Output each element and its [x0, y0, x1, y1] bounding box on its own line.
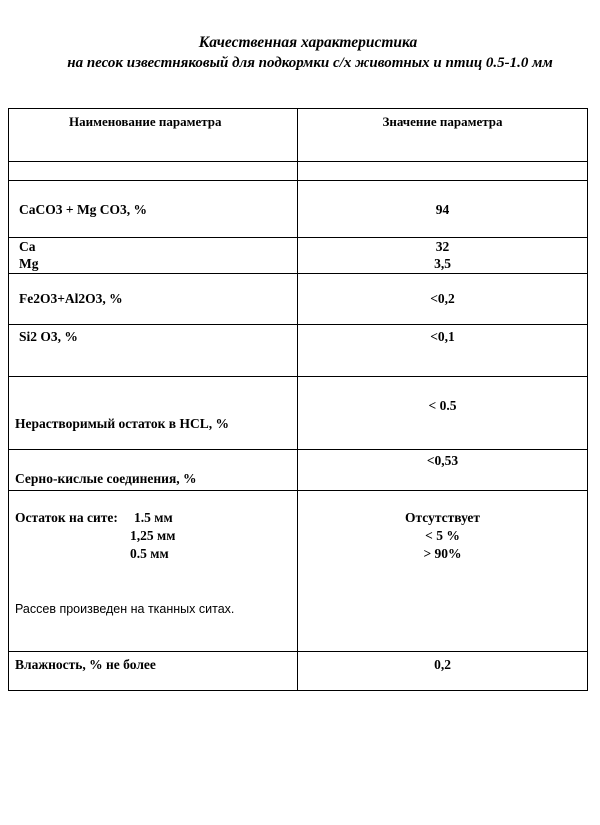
param-hcl: Нерастворимый остаток в HCL, % [15, 416, 229, 431]
value-si: <0,1 [430, 329, 455, 344]
header-value: Значение параметра [382, 114, 503, 129]
param-mg: Mg [19, 256, 39, 271]
param-sieve-3: 0.5 мм [130, 546, 169, 561]
table-row [9, 652, 588, 691]
value-sieve-3: > 90% [423, 546, 462, 561]
value-sulf: <0,53 [426, 453, 459, 468]
param-sulf: Серно-кислые соединения, % [15, 471, 197, 486]
param-ca: Ca [19, 239, 36, 254]
document-title: Качественная характеристика [198, 34, 418, 51]
value-fe: <0,2 [430, 291, 455, 306]
table-row-empty [9, 162, 588, 181]
table-header-row [9, 109, 588, 162]
value-mg: 3,5 [434, 256, 451, 271]
table-row [9, 491, 588, 652]
param-si: Si2 O3, % [19, 329, 78, 344]
param-fe: Fe2O3+Al2O3, % [19, 291, 123, 306]
value-hcl: < 0.5 [428, 398, 457, 413]
param-moist: Влажность, % не более [15, 657, 156, 672]
parameters-table [8, 108, 588, 691]
table-row [9, 325, 588, 377]
table-row [9, 377, 588, 450]
param-sieve-1: 1.5 мм [134, 510, 173, 525]
param-caco3: CaCO3 + Mg CO3, % [19, 202, 148, 217]
value-sieve-1: Отсутствует [404, 510, 481, 525]
value-ca: 32 [435, 239, 450, 254]
param-sieve-2: 1,25 мм [130, 528, 176, 543]
table-row [9, 450, 588, 491]
table-row [9, 274, 588, 325]
value-moist: 0,2 [434, 657, 451, 672]
sieve-note: Рассев произведен на тканных ситах. [15, 602, 235, 616]
param-sieve-label: Остаток на сите: [15, 510, 118, 525]
document-subtitle: на песок известняковый для подкормки с/х животных и птиц 0.5-1.0 мм [67, 55, 553, 71]
header-param: Наименование параметра [69, 114, 222, 129]
table-row [9, 181, 588, 238]
value-caco3: 94 [435, 202, 450, 217]
value-sieve-2: < 5 % [425, 528, 460, 543]
table-row [9, 238, 588, 274]
